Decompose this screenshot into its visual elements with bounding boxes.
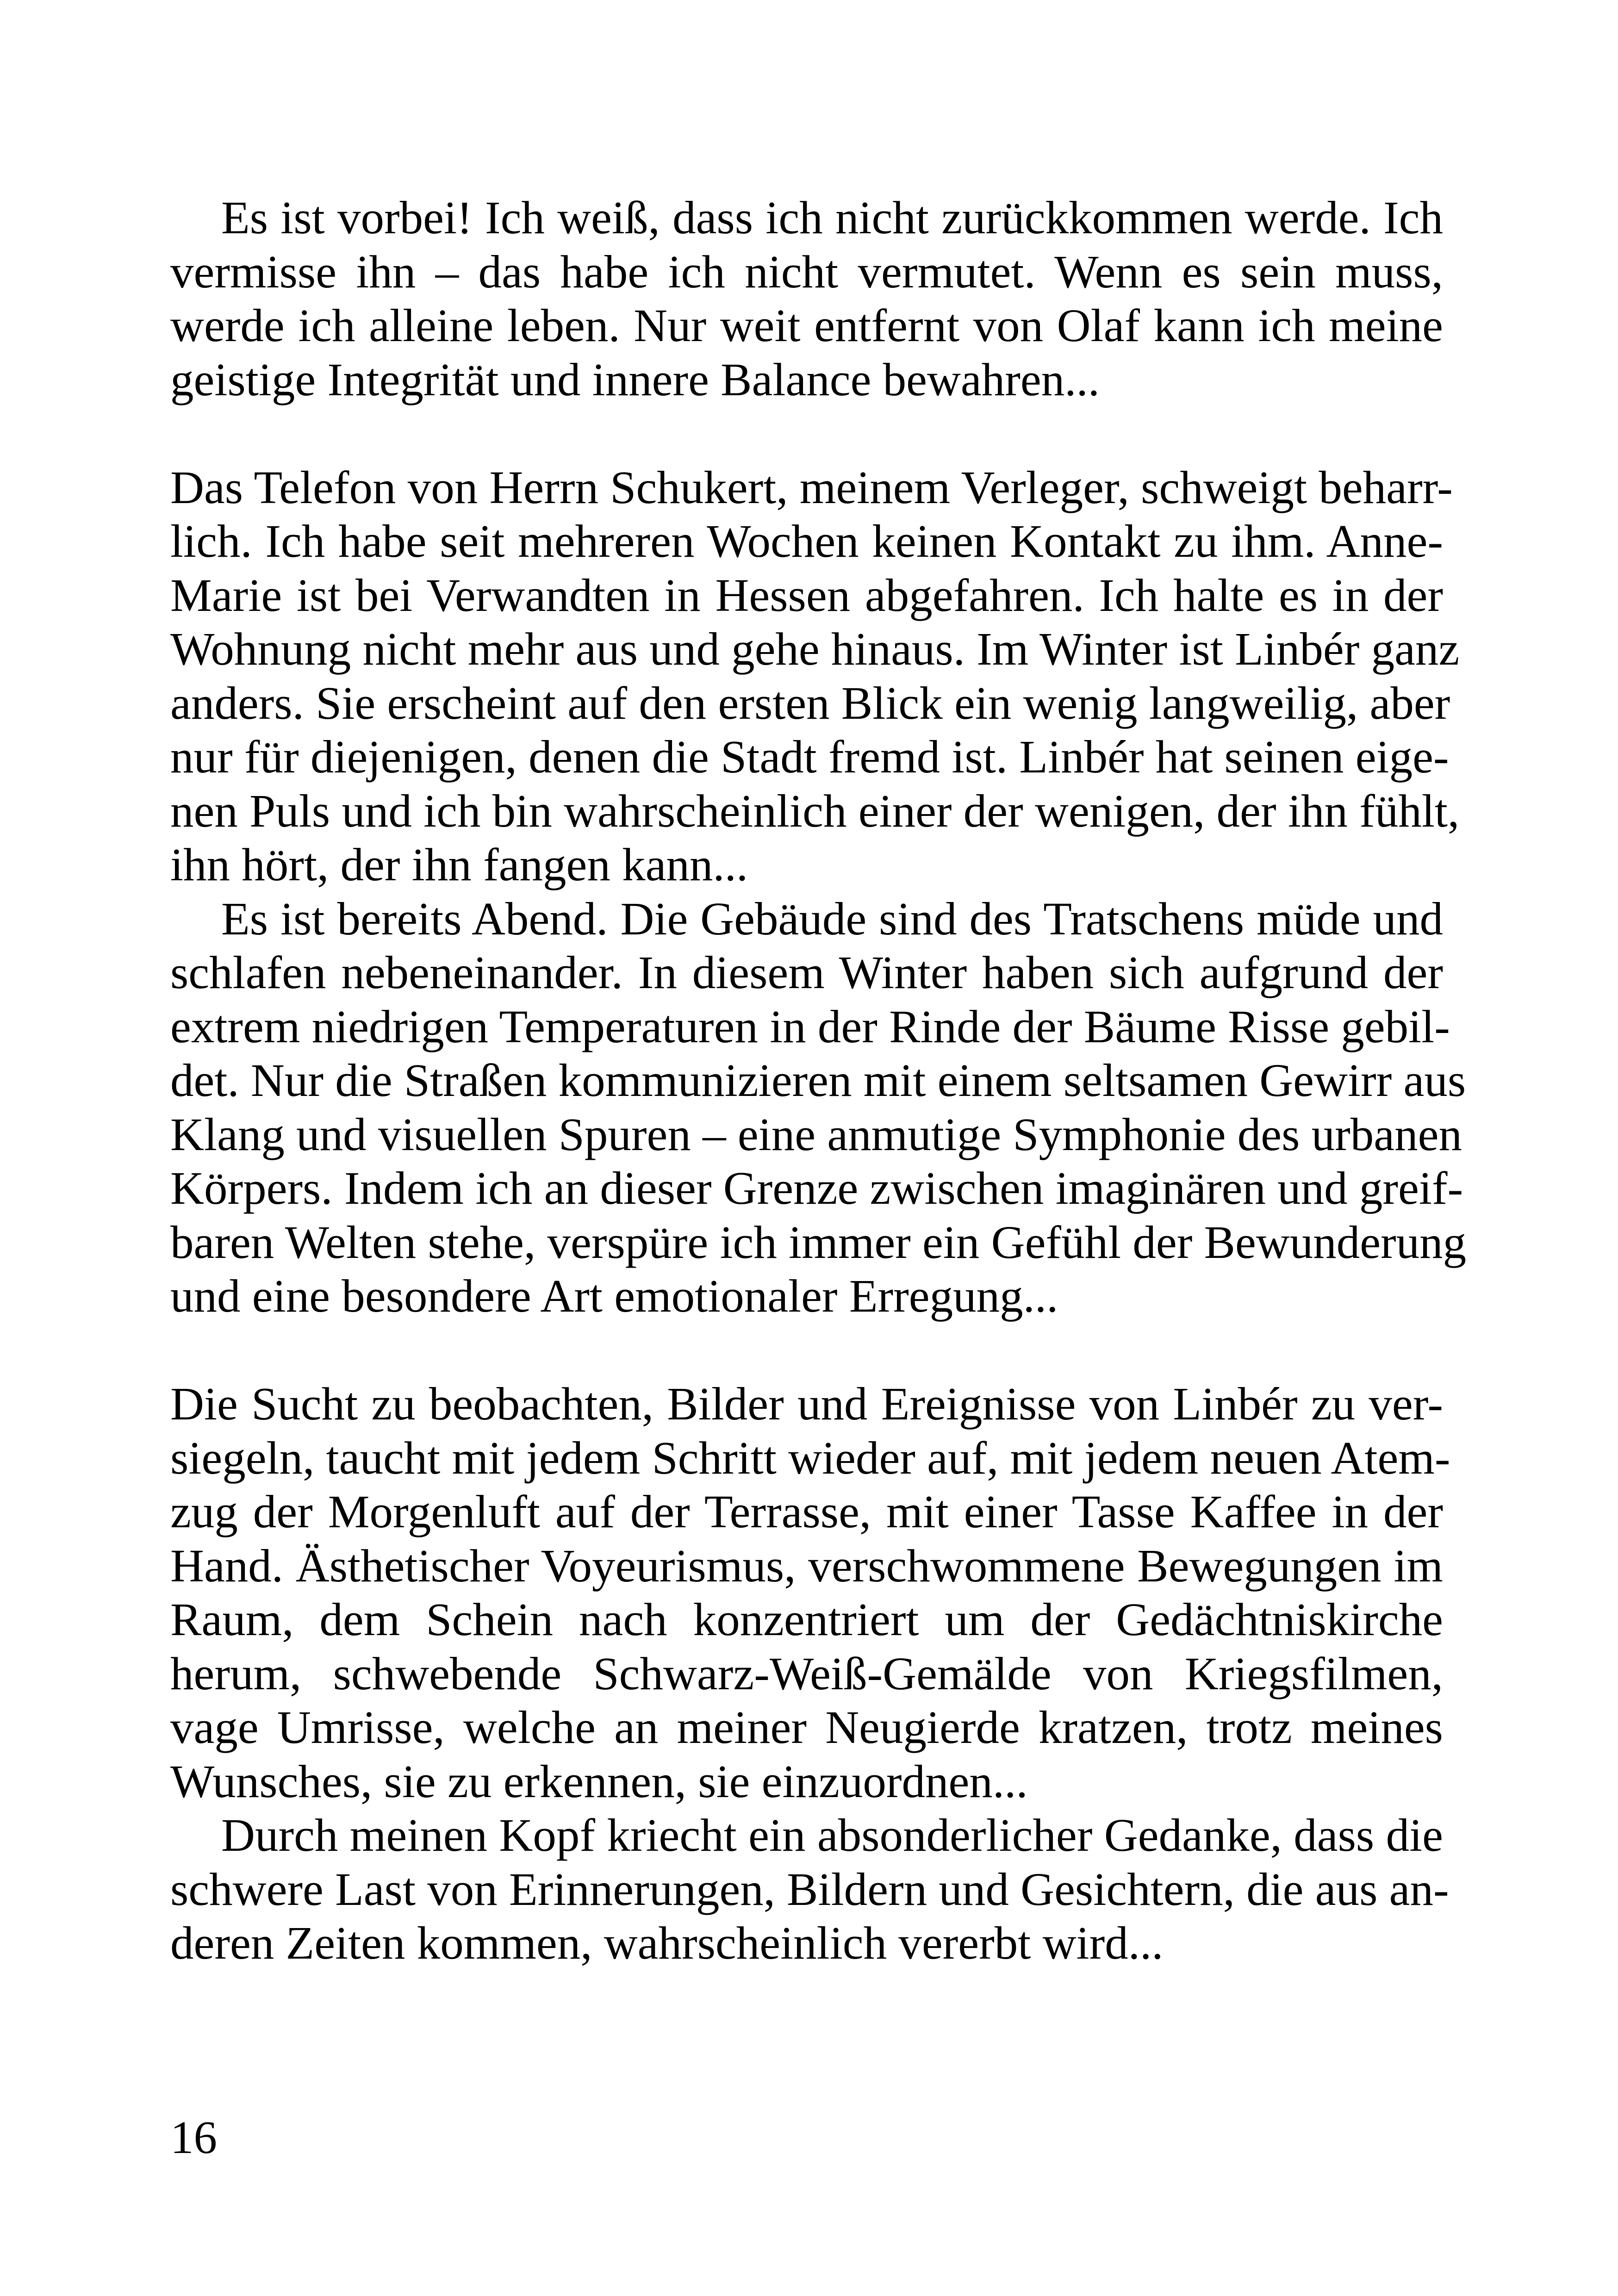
text-line: Das Telefon von Herrn Schukert, meinem Verleger, schweigt beharr- <box>170 461 1453 513</box>
text-line: herum, schwebende Schwarz-Weiß-Gemälde von Kriegsfilmen, <box>170 1647 1443 1699</box>
text-line: Klang und visuellen Spuren – eine anmutige Symphonie des urbanen <box>170 1108 1462 1160</box>
text-line: Körpers. Indem ich an dieser Grenze zwischen imaginären und greif- <box>170 1162 1463 1214</box>
text-line: nur für diejenigen, denen die Stadt fremd ist. Linbér hat seinen eige- <box>170 731 1449 783</box>
paragraph-gap <box>170 1323 1443 1377</box>
text-line: extrem niedrigen Temperaturen in der Rinde der Bäume Risse gebil- <box>170 1000 1450 1052</box>
paragraph-4 <box>170 1377 1450 1808</box>
paragraph-5 <box>170 1808 1449 1970</box>
text-line: Hand. Ästhetischer Voyeurismus, verschwommene Bewegungen im <box>170 1539 1443 1592</box>
text-line: schwere Last von Erinnerungen, Bildern und Gesichtern, die aus an- <box>170 1863 1449 1915</box>
page-body <box>170 191 1467 1970</box>
paragraph-gap <box>170 406 1443 460</box>
text-line: Wohnung nicht mehr aus und gehe hinaus. Im Winter ist Linbér ganz <box>170 623 1460 675</box>
paragraph-2 <box>170 460 1460 892</box>
text-line: zug der Morgenluft auf der Terrasse, mit einer Tasse Kaffee in der <box>170 1486 1443 1537</box>
text-line: nen Puls und ich bin wahrscheinlich einer der wenigen, der ihn fühlt, <box>170 784 1460 837</box>
text-line: Es ist vorbei! Ich weiß, dass ich nicht zurückkommen werde. Ich <box>221 192 1443 243</box>
text-line: baren Welten stehe, verspüre ich immer ein Gefühl der Bewunderung <box>170 1216 1467 1268</box>
text-line: Raum, dem Schein nach konzentriert um der Gedächtniskirche <box>170 1593 1443 1645</box>
text-line: werde ich alleine leben. Nur weit entfernt von Olaf kann ich meine <box>170 299 1443 351</box>
text-line: vermisse ihn – das habe ich nicht vermutet. Wenn es sein muss, <box>170 245 1443 298</box>
text-line: anders. Sie erscheint auf den ersten Blick ein wenig langweilig, aber <box>170 677 1450 729</box>
text-line: siegeln, taucht mit jedem Schritt wieder auf, mit jedem neuen Atem- <box>170 1431 1450 1484</box>
text-line: Wunsches, sie zu erkennen, sie einzuordnen... <box>170 1755 1028 1807</box>
page-number: 16 <box>170 2111 217 2163</box>
text-line: Die Sucht zu beobachten, Bilder und Ereignisse von Linbér zu ver- <box>170 1378 1443 1430</box>
text-line: deren Zeiten kommen, wahrscheinlich vererbt wird... <box>170 1917 1164 1969</box>
text-line: Durch meinen Kopf kriecht ein absonderlicher Gedanke, dass die <box>221 1809 1443 1861</box>
text-line: geistige Integrität und innere Balance bewahren... <box>170 353 1100 405</box>
text-line: Marie ist bei Verwandten in Hessen abgefahren. Ich halte es in der <box>170 569 1443 621</box>
text-line: vage Umrisse, welche an meiner Neugierde kratzen, trotz meines <box>170 1701 1443 1753</box>
text-line: det. Nur die Straßen kommunizieren mit einem seltsamen Gewirr aus <box>170 1054 1466 1106</box>
text-line: Es ist bereits Abend. Die Gebäude sind des Tratschens müde und <box>221 892 1443 945</box>
text-line: schlafen nebeneinander. In diesem Winter haben sich aufgrund der <box>170 946 1443 998</box>
text-line: und eine besondere Art emotionaler Erregung... <box>170 1270 1058 1322</box>
text-line: ihn hört, der ihn fangen kann... <box>170 839 748 890</box>
text-line: lich. Ich habe seit mehreren Wochen keinen Kontakt zu ihm. Anne- <box>170 515 1443 567</box>
paragraph-3 <box>170 892 1467 1323</box>
paragraph-1 <box>170 191 1443 406</box>
